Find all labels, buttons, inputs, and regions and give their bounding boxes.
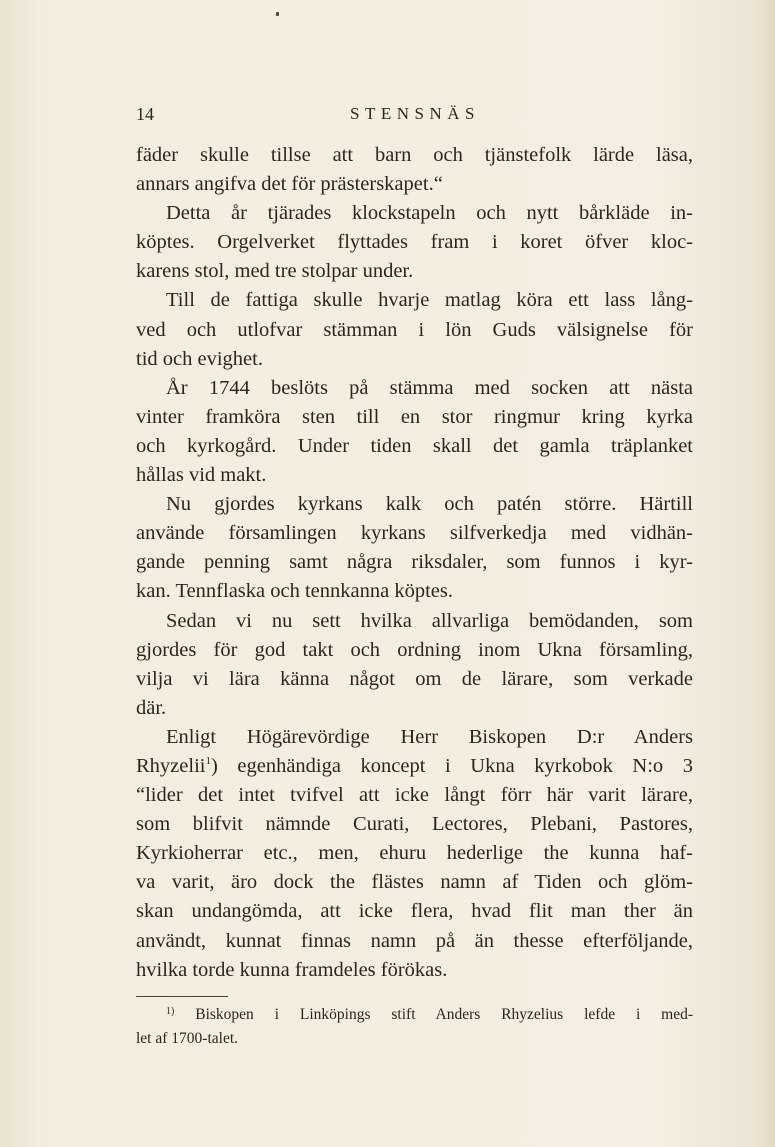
author-name: Rhyzelii — [136, 754, 206, 777]
text-line: och kyrkogård. Under tiden skall det gamla träplanket — [136, 434, 693, 457]
text-line: där. — [136, 696, 167, 719]
text-line: Sedan vi nu sett hvilka allvarliga bemödanden, som — [166, 609, 693, 632]
ink-speck — [276, 12, 279, 16]
text-line: Till de fattiga skulle hvarje matlag köra ett lass lång- — [166, 289, 693, 312]
text-line: Enligt Högärevördige Herr Biskopen D:r Anders — [166, 725, 693, 748]
text-line: hvilka torde kunna framdeles förökas. — [136, 958, 448, 981]
footnote-text: Biskopen i Linköpings stift Anders Rhyzelius lefde i med- — [195, 1006, 694, 1023]
text-line: köptes. Orgelverket flyttades fram i koret öfver kloc- — [136, 231, 693, 254]
text-line: fäder skulle tillse att barn och tjänstefolk lärde läsa, — [136, 144, 693, 166]
text-line: “lider det intet tvifvel att icke långt förr här varit lärare, — [136, 784, 693, 807]
text-line: annars angifva det för prästerskapet.“ — [136, 173, 443, 196]
body-text — [136, 141, 693, 985]
footnote-line: let af 1700-talet. — [136, 1030, 238, 1047]
paragraph — [136, 374, 693, 490]
text-line: Nu gjordes kyrkans kalk och patén större. Härtill — [166, 493, 693, 516]
paragraph — [136, 141, 693, 199]
footnote-marker: 1) — [166, 1006, 175, 1017]
text-line: ved och utlofvar stämman i lön Guds välsignelse för — [136, 318, 693, 341]
page-number: 14 — [136, 104, 154, 124]
page-header — [136, 103, 693, 125]
paragraph — [136, 607, 693, 723]
footnote-ref-paren: ) — [210, 754, 218, 777]
text-line: Detta år tjärades klockstapeln och nytt bårkläde in- — [166, 202, 693, 225]
text-line: kan. Tennflaska och tennkanna köptes. — [136, 580, 453, 603]
footnote-ref: 1 — [205, 754, 211, 767]
text-line: tid och evighet. — [136, 347, 263, 370]
text-line: karens stol, med tre stolpar under. — [136, 260, 414, 283]
text-line: som blifvit nämnde Curati, Lectores, Plebani, Pastores, — [136, 813, 693, 836]
paragraph — [136, 723, 693, 985]
text-line: va varit, äro dock the flästes namn af Tiden och glöm- — [136, 871, 693, 894]
text-line — [136, 752, 693, 781]
text-line: vinter framköra sten till en stor ringmur kring kyrka — [136, 405, 693, 428]
footnote — [136, 1004, 693, 1050]
footnote-line — [136, 1004, 693, 1028]
paragraph — [136, 199, 693, 286]
line-rest: egenhändiga koncept i Ukna kyrkobok N:o 3 — [237, 754, 693, 777]
text-line: vilja vi lära känna något om de lärare, som verkade — [136, 667, 693, 690]
paragraph — [136, 286, 693, 373]
paragraph — [136, 490, 693, 606]
running-head: STENSNÄS — [350, 104, 480, 123]
text-line: Kyrkioherrar etc., men, ehuru hederlige the kunna haf- — [136, 842, 693, 865]
text-line: År 1744 beslöts på stämma med socken att nästa — [166, 376, 693, 399]
text-line: använde församlingen kyrkans silfverkedja med vidhän- — [136, 522, 693, 545]
text-line: skan undangömda, att icke flera, hvad flit man ther än — [136, 900, 693, 923]
text-line: gande penning samt några riksdaler, som funnos i kyr- — [136, 551, 693, 574]
text-line: hållas vid makt. — [136, 464, 267, 487]
text-line: gjordes för god takt och ordning inom Ukna församling, — [136, 638, 693, 661]
text-line: användt, kunnat finnas namn på än thesse efterföljande, — [136, 929, 693, 952]
footnote-rule — [136, 996, 228, 997]
